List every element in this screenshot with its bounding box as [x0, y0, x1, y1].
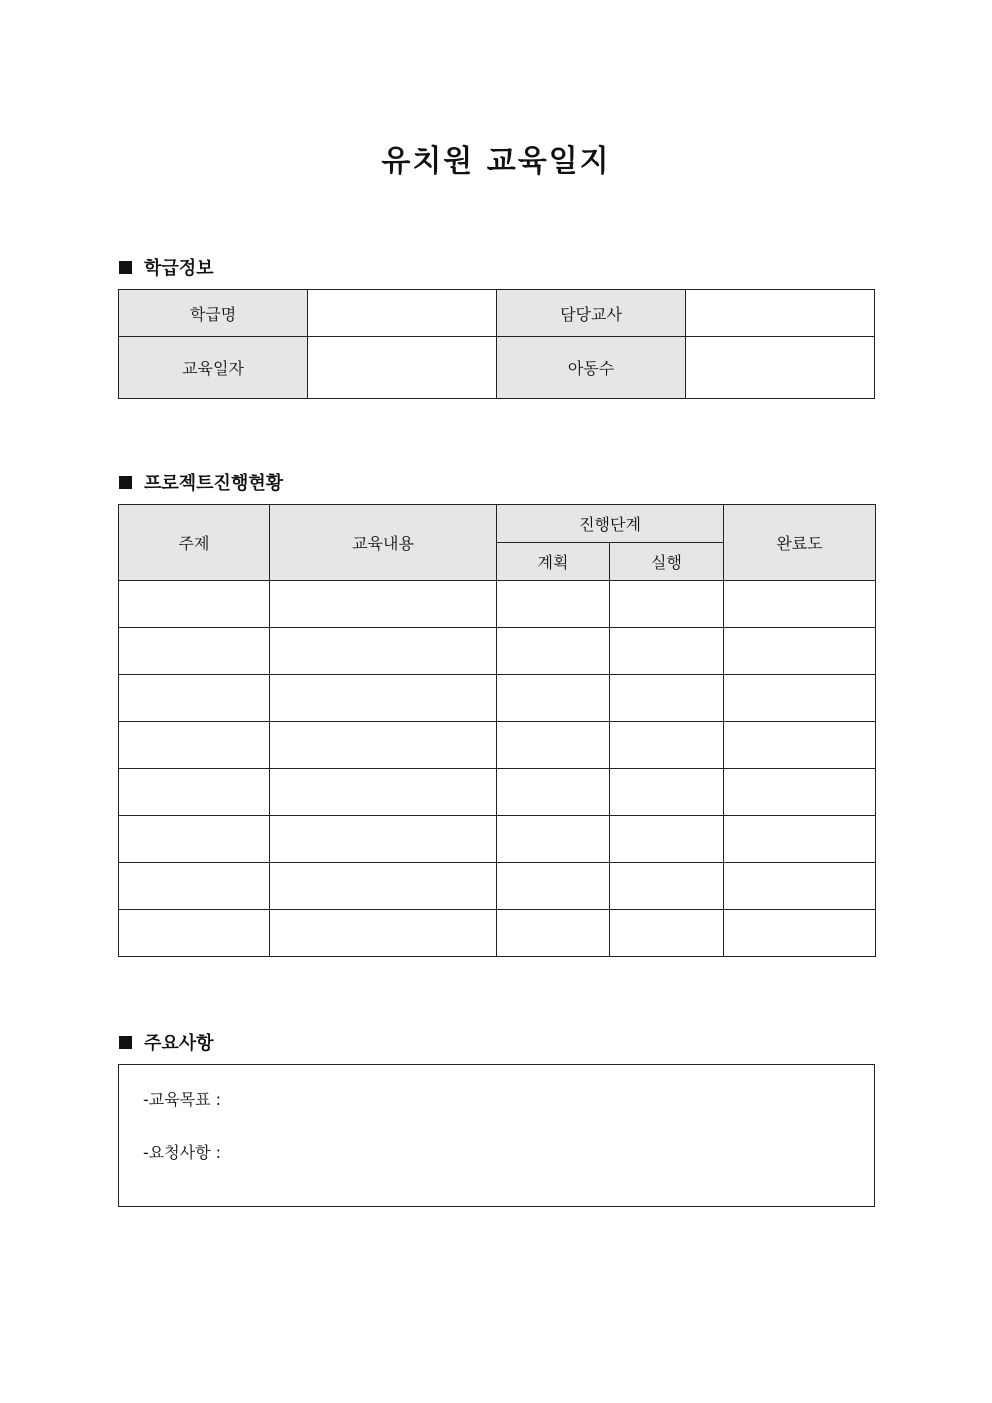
section-heading-class-info: [119, 254, 214, 280]
execution-header: 실행: [610, 543, 724, 581]
stage-header: 진행단계: [497, 505, 724, 543]
topic-cell[interactable]: [119, 769, 270, 816]
execution-cell[interactable]: [610, 769, 724, 816]
project-status-table: [118, 504, 876, 957]
execution-cell[interactable]: [610, 722, 724, 769]
table-row: [119, 910, 876, 957]
children-count-field[interactable]: [686, 337, 875, 399]
execution-cell[interactable]: [610, 581, 724, 628]
plan-cell[interactable]: [497, 628, 610, 675]
section-heading-label: 학급정보: [144, 258, 214, 279]
content-header: 교육내용: [270, 505, 497, 581]
section-heading-notes: [119, 1029, 214, 1055]
page-title: 유치원 교육일지: [381, 144, 611, 179]
topic-cell[interactable]: [119, 675, 270, 722]
execution-cell[interactable]: [610, 910, 724, 957]
topic-cell[interactable]: [119, 910, 270, 957]
table-row: [119, 581, 876, 628]
date-label: 교육일자: [119, 337, 308, 399]
table-row: [119, 628, 876, 675]
plan-cell[interactable]: [497, 816, 610, 863]
plan-cell[interactable]: [497, 675, 610, 722]
section-heading-project-status: [119, 469, 283, 495]
execution-cell[interactable]: [610, 628, 724, 675]
topic-header: 주제: [119, 505, 270, 581]
teacher-label: 담당교사: [497, 290, 686, 337]
content-cell[interactable]: [270, 722, 497, 769]
education-goal-label: -교육목표 :: [143, 1090, 222, 1109]
topic-cell[interactable]: [119, 816, 270, 863]
execution-cell[interactable]: [610, 675, 724, 722]
teacher-field[interactable]: [686, 290, 875, 337]
plan-header: 계획: [497, 543, 610, 581]
completion-cell[interactable]: [724, 769, 876, 816]
completion-cell[interactable]: [724, 816, 876, 863]
content-cell[interactable]: [270, 675, 497, 722]
topic-cell[interactable]: [119, 863, 270, 910]
completion-cell[interactable]: [724, 581, 876, 628]
notes-box[interactable]: [118, 1064, 875, 1207]
completion-cell[interactable]: [724, 675, 876, 722]
content-cell[interactable]: [270, 581, 497, 628]
section-heading-label: 프로젝트진행현황: [144, 473, 284, 494]
topic-cell[interactable]: [119, 628, 270, 675]
content-cell[interactable]: [270, 816, 497, 863]
table-row: [119, 863, 876, 910]
class-name-label: 학급명: [119, 290, 308, 337]
plan-cell[interactable]: [497, 910, 610, 957]
request-label: -요청사항 :: [143, 1143, 222, 1162]
content-cell[interactable]: [270, 628, 497, 675]
square-bullet-icon: [119, 261, 132, 274]
execution-cell[interactable]: [610, 816, 724, 863]
plan-cell[interactable]: [497, 863, 610, 910]
table-row: [119, 675, 876, 722]
content-cell[interactable]: [270, 910, 497, 957]
completion-cell[interactable]: [724, 628, 876, 675]
completion-header: 완료도: [724, 505, 876, 581]
class-name-field[interactable]: [308, 290, 497, 337]
section-heading-label: 주요사항: [144, 1033, 214, 1054]
square-bullet-icon: [119, 1036, 132, 1049]
execution-cell[interactable]: [610, 863, 724, 910]
class-info-table: [118, 289, 875, 399]
table-row: [119, 769, 876, 816]
date-field[interactable]: [308, 337, 497, 399]
plan-cell[interactable]: [497, 769, 610, 816]
completion-cell[interactable]: [724, 910, 876, 957]
completion-cell[interactable]: [724, 722, 876, 769]
content-cell[interactable]: [270, 863, 497, 910]
children-count-label: 아동수: [497, 337, 686, 399]
table-row: [119, 722, 876, 769]
topic-cell[interactable]: [119, 581, 270, 628]
plan-cell[interactable]: [497, 581, 610, 628]
plan-cell[interactable]: [497, 722, 610, 769]
square-bullet-icon: [119, 476, 132, 489]
content-cell[interactable]: [270, 769, 497, 816]
topic-cell[interactable]: [119, 722, 270, 769]
table-row: [119, 816, 876, 863]
completion-cell[interactable]: [724, 863, 876, 910]
